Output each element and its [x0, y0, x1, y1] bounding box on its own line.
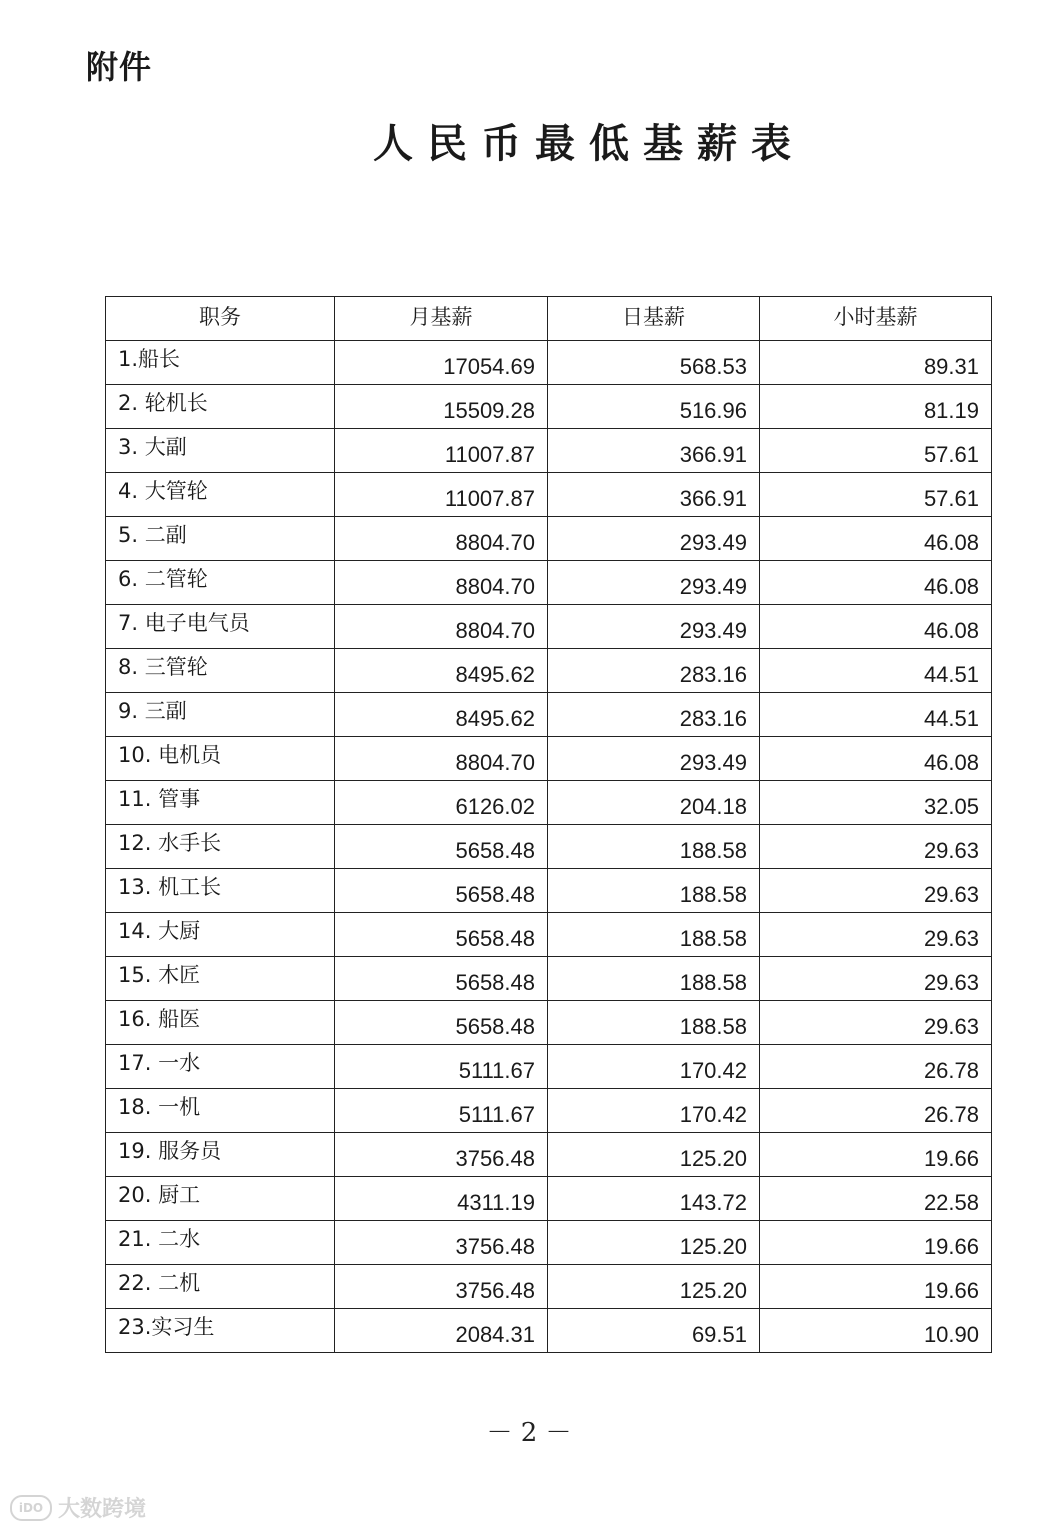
cell-monthly: 8804.70 — [335, 737, 548, 781]
table-row — [106, 341, 992, 385]
cell-role: 15. 木匠 — [106, 957, 335, 1001]
cell-monthly: 5658.48 — [335, 1001, 548, 1045]
header-hourly: 小时基薪 — [760, 297, 992, 341]
cell-daily: 188.58 — [548, 825, 760, 869]
table-row — [106, 429, 992, 473]
cell-daily: 516.96 — [548, 385, 760, 429]
cell-monthly: 3756.48 — [335, 1265, 548, 1309]
cell-daily: 125.20 — [548, 1221, 760, 1265]
table-row — [106, 1265, 992, 1309]
cell-hourly: 81.19 — [760, 385, 992, 429]
cell-role: 10. 电机员 — [106, 737, 335, 781]
cell-monthly: 11007.87 — [335, 473, 548, 517]
table-body — [106, 341, 992, 1353]
cell-monthly: 8495.62 — [335, 693, 548, 737]
cell-daily: 125.20 — [548, 1265, 760, 1309]
cell-daily: 188.58 — [548, 957, 760, 1001]
cell-daily: 204.18 — [548, 781, 760, 825]
cell-hourly: 26.78 — [760, 1089, 992, 1133]
watermark-text: 大数跨境 — [58, 1497, 147, 1522]
cell-hourly: 32.05 — [760, 781, 992, 825]
cell-hourly: 26.78 — [760, 1045, 992, 1089]
table-row — [106, 605, 992, 649]
cell-daily: 125.20 — [548, 1133, 760, 1177]
cell-role: 23.实习生 — [106, 1309, 335, 1353]
table-row — [106, 649, 992, 693]
cell-hourly: 19.66 — [760, 1133, 992, 1177]
cell-role: 3. 大副 — [106, 429, 335, 473]
cell-hourly: 44.51 — [760, 693, 992, 737]
table-row — [106, 737, 992, 781]
cell-role: 2. 轮机长 — [106, 385, 335, 429]
cell-hourly: 89.31 — [760, 341, 992, 385]
cell-hourly: 19.66 — [760, 1221, 992, 1265]
header-monthly: 月基薪 — [335, 297, 548, 341]
cell-role: 21. 二水 — [106, 1221, 335, 1265]
cell-hourly: 29.63 — [760, 825, 992, 869]
watermark — [10, 1492, 146, 1523]
cell-monthly: 5658.48 — [335, 869, 548, 913]
table-row — [106, 1045, 992, 1089]
table-row — [106, 1221, 992, 1265]
cell-monthly: 17054.69 — [335, 341, 548, 385]
cell-role: 17. 一水 — [106, 1045, 335, 1089]
cell-role: 19. 服务员 — [106, 1133, 335, 1177]
cell-monthly: 2084.31 — [335, 1309, 548, 1353]
table-row — [106, 561, 992, 605]
cell-monthly: 5658.48 — [335, 957, 548, 1001]
minimum-wage-table — [105, 296, 992, 1353]
cell-daily: 283.16 — [548, 649, 760, 693]
cell-role: 7. 电子电气员 — [106, 605, 335, 649]
cell-daily: 366.91 — [548, 429, 760, 473]
table-row — [106, 517, 992, 561]
cell-monthly: 6126.02 — [335, 781, 548, 825]
cell-daily: 188.58 — [548, 1001, 760, 1045]
cell-daily: 143.72 — [548, 1177, 760, 1221]
cell-role: 12. 水手长 — [106, 825, 335, 869]
cell-monthly: 8804.70 — [335, 561, 548, 605]
cell-hourly: 19.66 — [760, 1265, 992, 1309]
cell-monthly: 8804.70 — [335, 517, 548, 561]
cell-monthly: 11007.87 — [335, 429, 548, 473]
cell-monthly: 5111.67 — [335, 1045, 548, 1089]
cell-daily: 293.49 — [548, 605, 760, 649]
cell-monthly: 5658.48 — [335, 825, 548, 869]
cell-monthly: 4311.19 — [335, 1177, 548, 1221]
table-row — [106, 1089, 992, 1133]
table-row — [106, 1309, 992, 1353]
cell-hourly: 46.08 — [760, 737, 992, 781]
cell-role: 8. 三管轮 — [106, 649, 335, 693]
cell-hourly: 29.63 — [760, 1001, 992, 1045]
table-row — [106, 913, 992, 957]
cell-monthly: 8495.62 — [335, 649, 548, 693]
table-row — [106, 825, 992, 869]
cell-monthly: 5658.48 — [335, 913, 548, 957]
cell-daily: 188.58 — [548, 869, 760, 913]
cell-role: 5. 二副 — [106, 517, 335, 561]
cell-hourly: 44.51 — [760, 649, 992, 693]
cell-hourly: 46.08 — [760, 561, 992, 605]
table-row — [106, 693, 992, 737]
cell-daily: 293.49 — [548, 561, 760, 605]
cell-monthly: 15509.28 — [335, 385, 548, 429]
cell-hourly: 46.08 — [760, 517, 992, 561]
cell-hourly: 29.63 — [760, 869, 992, 913]
table-row — [106, 385, 992, 429]
attachment-label: 附件 — [86, 48, 153, 86]
cell-role: 9. 三副 — [106, 693, 335, 737]
table-header-row — [106, 297, 992, 341]
header-role: 职务 — [106, 297, 335, 341]
table-row — [106, 781, 992, 825]
cell-monthly: 5111.67 — [335, 1089, 548, 1133]
header-daily: 日基薪 — [548, 297, 760, 341]
cell-monthly: 3756.48 — [335, 1221, 548, 1265]
cell-hourly: 29.63 — [760, 913, 992, 957]
cell-daily: 69.51 — [548, 1309, 760, 1353]
table-row — [106, 957, 992, 1001]
cell-role: 6. 二管轮 — [106, 561, 335, 605]
page-number: － 2 － — [486, 1418, 572, 1448]
cell-monthly: 8804.70 — [335, 605, 548, 649]
cell-monthly: 3756.48 — [335, 1133, 548, 1177]
cell-hourly: 57.61 — [760, 429, 992, 473]
table-row — [106, 869, 992, 913]
cell-hourly: 22.58 — [760, 1177, 992, 1221]
cell-role: 1.船长 — [106, 341, 335, 385]
cell-hourly: 57.61 — [760, 473, 992, 517]
table-row — [106, 1177, 992, 1221]
cell-daily: 170.42 — [548, 1045, 760, 1089]
cell-daily: 188.58 — [548, 913, 760, 957]
cell-daily: 293.49 — [548, 737, 760, 781]
cell-daily: 283.16 — [548, 693, 760, 737]
cell-role: 20. 厨工 — [106, 1177, 335, 1221]
cell-hourly: 46.08 — [760, 605, 992, 649]
cell-role: 14. 大厨 — [106, 913, 335, 957]
cell-daily: 293.49 — [548, 517, 760, 561]
cell-role: 22. 二机 — [106, 1265, 335, 1309]
cell-hourly: 29.63 — [760, 957, 992, 1001]
cell-role: 4. 大管轮 — [106, 473, 335, 517]
cell-role: 18. 一机 — [106, 1089, 335, 1133]
cell-daily: 366.91 — [548, 473, 760, 517]
cell-daily: 170.42 — [548, 1089, 760, 1133]
cell-role: 16. 船医 — [106, 1001, 335, 1045]
table-row — [106, 1133, 992, 1177]
cell-role: 11. 管事 — [106, 781, 335, 825]
cell-daily: 568.53 — [548, 341, 760, 385]
watermark-logo-icon: iDO — [10, 1495, 52, 1521]
document-title: 人民币最低基薪表 — [373, 120, 805, 167]
cell-role: 13. 机工长 — [106, 869, 335, 913]
table-row — [106, 473, 992, 517]
cell-hourly: 10.90 — [760, 1309, 992, 1353]
table-row — [106, 1001, 992, 1045]
